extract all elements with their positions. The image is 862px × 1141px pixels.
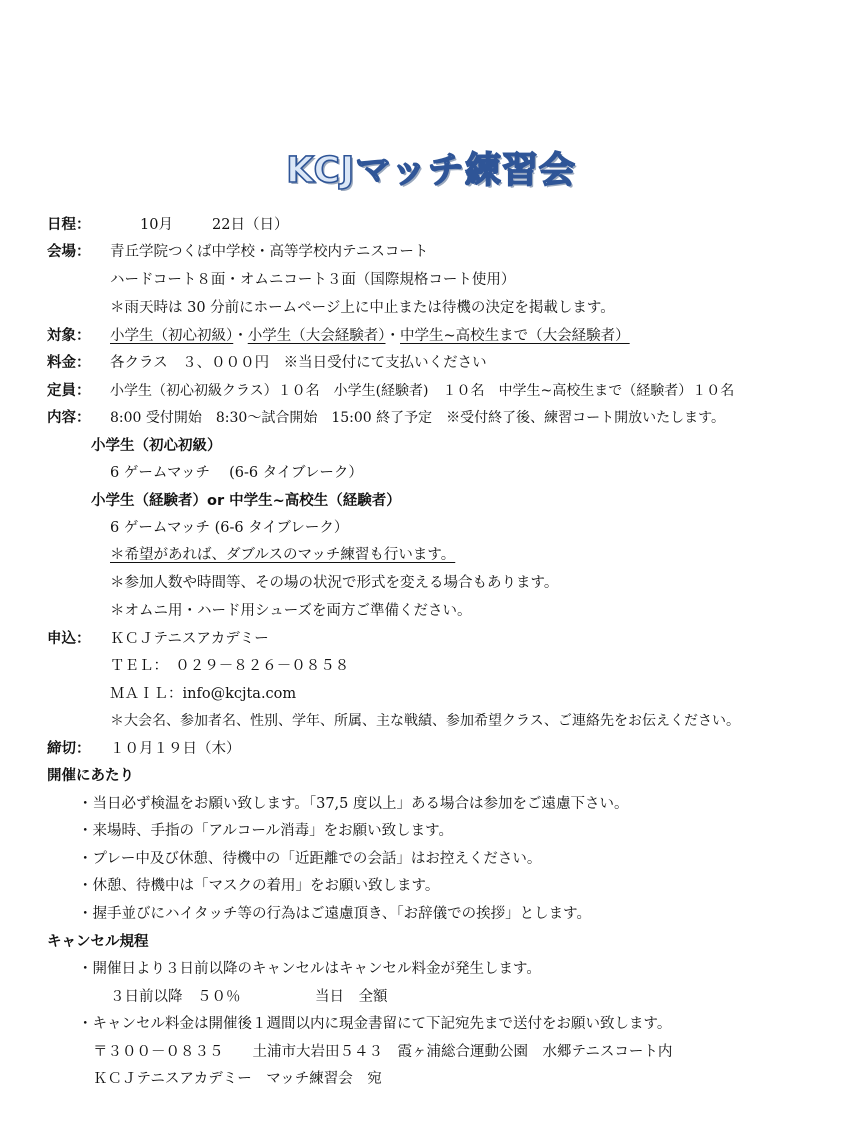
cancel-rate-3days: ３日前以降 ５０％ xyxy=(110,989,241,1005)
experienced-heading: 小学生（経験者）or 中学生~高校生（経験者） xyxy=(91,493,401,509)
target-item-beginner: 小学生（初心初級） xyxy=(110,328,234,344)
cancel-heading: キャンセル規程 xyxy=(47,934,149,950)
cancel-item-payment: ・キャンセル料金は開催後１週間以内に現金書留にて下記宛先まで送付をお願い致します。 xyxy=(78,1016,672,1032)
fee-label: 料金： xyxy=(47,355,91,371)
content-label: 内容： xyxy=(47,410,91,426)
hosting-item: ・当日必ず検温をお願い致します。「37,5 度以上」ある場合は参加をご遠慮下さい。 xyxy=(78,796,629,812)
fee-text: 各クラス ３、０００円 ※当日受付にて支払いください xyxy=(110,355,487,371)
hosting-item: ・来場時、手指の「アルコール消毒」をお願い致します。 xyxy=(78,823,453,839)
cancel-address: 〒３００－０８３５ 土浦市大岩田５４３ 霞ヶ浦総合運動公園 水郷テニスコート内 xyxy=(93,1044,673,1060)
target-label: 対象： xyxy=(47,328,91,344)
cancel-recipient: ＫＣＪテニスアカデミー マッチ練習会 宛 xyxy=(93,1071,382,1087)
shoes-note: ＊オムニ用・ハード用シューズを両方ご準備ください。 xyxy=(110,603,472,619)
apply-note: ＊大会名、参加者名、性別、学年、所属、主な戦績、参加希望クラス、ご連絡先をお伝えください。 xyxy=(110,713,740,729)
page-title: KCJマッチ練習会 xyxy=(286,150,576,191)
target-separator: ・ xyxy=(233,328,248,344)
capacity-text: 小学生（初心初級クラス）１０名 小学生(経験者) １０名 中学生~高校生まで（経験者）１０名 xyxy=(110,383,735,399)
target-line xyxy=(110,326,630,346)
hosting-heading: 開催にあたり xyxy=(47,768,134,784)
cancel-rate-same-day: 当日 全額 xyxy=(315,989,388,1005)
apply-label: 申込： xyxy=(47,631,91,647)
content-timetable: 8:00 受付開始 8:30～試合開始 15:00 終了予定 ※受付終了後、練習コート開放いたします。 xyxy=(110,410,726,426)
deadline-text: １０月１９日（木） xyxy=(110,741,241,757)
apply-tel: ＴＥＬ： ０２９－８２６－０８５８ xyxy=(110,658,350,674)
doubles-note: ＊希望があれば、ダブルスのマッチ練習も行います。 xyxy=(110,547,456,563)
hosting-item: ・握手並びにハイタッチ等の行為はご遠慮頂き、「お辞儀での挨拶」とします。 xyxy=(78,906,592,922)
schedule-month: 10月 xyxy=(140,217,173,233)
format-note: ＊参加人数や時間等、その場の状況で形式を変える場合もあります。 xyxy=(110,575,559,591)
target-item-elementary-experienced: 小学生（大会経験者） xyxy=(247,328,386,344)
target-item-junior-senior: 中学生~高校生まで（大会経験者） xyxy=(400,328,630,344)
hosting-item: ・プレー中及び休憩、待機中の「近距離での会話」はお控えください。 xyxy=(78,851,542,867)
capacity-label: 定員： xyxy=(47,383,91,399)
venue-line2: ハードコート８面・オムニコート３面（国際規格コート使用） xyxy=(110,272,516,288)
schedule-label: 日程： xyxy=(47,217,91,233)
venue-label: 会場： xyxy=(47,244,91,260)
target-separator: ・ xyxy=(385,328,400,344)
beginner-heading: 小学生（初心初級） xyxy=(91,438,222,454)
venue-rain-note: ＊雨天時は 30 分前にホームページ上に中止または待機の決定を掲載します。 xyxy=(110,300,615,316)
apply-org: ＫＣＪテニスアカデミー xyxy=(110,631,269,647)
deadline-label: 締切： xyxy=(47,741,91,757)
apply-mail: ＭＡＩＬ：info@kcjta.com xyxy=(110,686,297,702)
cancel-item-policy: ・開催日より３日前以降のキャンセルはキャンセル料金が発生します。 xyxy=(78,961,541,977)
schedule-day: 22日（日） xyxy=(212,217,289,233)
hosting-item: ・休憩、待機中は「マスクの着用」をお願い致します。 xyxy=(78,878,440,894)
experienced-match: 6 ゲームマッチ (6-6 タイブレーク） xyxy=(110,520,349,536)
venue-line1: 青丘学院つくば中学校・高等学校内テニスコート xyxy=(110,244,429,260)
beginner-match: 6 ゲームマッチ (6-6 タイブレーク） xyxy=(110,465,363,481)
